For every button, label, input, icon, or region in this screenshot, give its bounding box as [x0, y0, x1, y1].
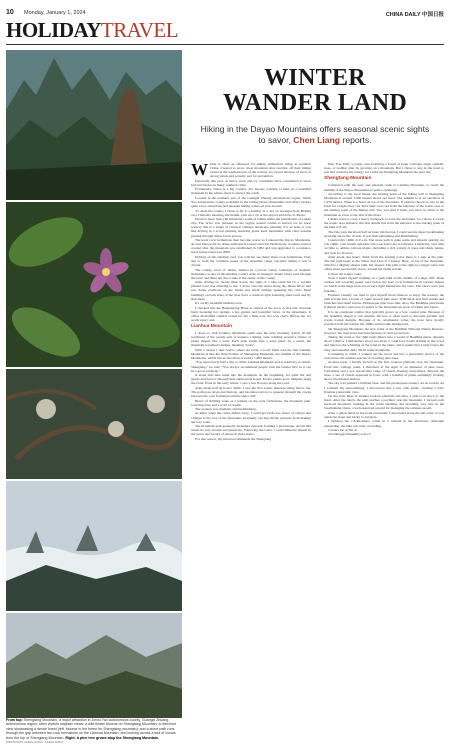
body-paragraph: Located in the northern part of the Guangxi Zhuang autonomous region, Jinxiu Yao autonomous county is hidden in the rolling Dayao Mountains and offers visitors quite a few attractions and pleasant hiking routes all year around.	[191, 195, 311, 209]
article-subtitle	[198, 124, 432, 146]
article-body	[191, 162, 444, 724]
mountain-forest-photo	[6, 613, 182, 718]
karst-peaks-photo	[6, 50, 182, 200]
column-2-paragraphs	[324, 162, 444, 174]
section-header	[6, 20, 178, 41]
column-2-paragraphs-2	[324, 183, 444, 427]
body-paragraph: "You need barely half a day to climb Lianhua Mountain and is relatively no multi-Shengtang," he said. "You always recommend people visit the former first as it can be a good warm-up."	[191, 360, 311, 373]
publication-brand: CHINA DAILY 中国日报	[385, 12, 444, 18]
page-number: 10	[6, 9, 14, 16]
body-paragraph: Hours of thrilling route as I walked on the rock formations, the mountain path, towering trees and a scarf of clouds.	[191, 398, 311, 407]
lead-text: inter is often an offseason for hiking enthusiasts living in southern China. Created to snow, most mountain sites become off their hiking routes in the southern part of the country are closed because of snow or strong winds and security and for prevention.	[210, 162, 311, 179]
body-paragraph: It is an evergreen conifer that typically grows as a low, coastal pine. Because of the beautiful shapes it can assume, the tree is often used to decorate gardens and create bonsai designs. Because of its ornamental value, the trees have mostly poached from the wild in the 1980s and became endangered.	[324, 309, 444, 327]
column-1-paragraphs	[191, 179, 311, 322]
header-rule	[6, 44, 444, 45]
body-paragraph: Around noon, I finally arrived at the first lookout platform atop the mountain. From this vantage point, I marveled at the sight of an immense of pine trees, bottomless and a sea spectacular, ridge of clouds floating everywhere. Beyond the trees, a sea of clouds appeared in front, with a handful of peaks seemingly floating above the mineral surface.	[324, 360, 444, 381]
body-paragraph: The ride took me about half an hour. On the bus, I could see the sheer breathtaking terracing above the clouds. It was both tantalizing and intimidating.	[324, 229, 444, 238]
contact-email[interactable]: chenliang@chinadaily.com.cn	[328, 432, 371, 437]
body-paragraph: The mountain path generally meanders upwards forming a picturesque circuit that winds its way around and pinnacles. Following the route, I could immerse myself in the peace and beauty of nature in three hours.	[191, 424, 311, 437]
lead-paragraph	[191, 162, 311, 179]
body-paragraph: The sky was painted a brilliant blue, and the picturesque scenery set us worlds. As I scanned my surroundings, I discovered that I was with peaks, creating a truly flawless panoramic view.	[324, 381, 444, 394]
body-paragraph: At times when the cloud drifted away, I could get bird's-eye views of valleys and villages at the foot of the mountain. Gradually can hop 80 the pressure from making the way route.	[191, 411, 311, 424]
photo-caption	[6, 718, 182, 740]
body-paragraph: The scenery was dramatic and breathtaking.	[195, 407, 257, 412]
body-paragraph: According to my local friend, the starting point of the hiking trail to Shengtang Mountain is around 1,500 meters above sea level. The summit is at an elevation of 1,979 meters. There is a hotel on top of the mountain. If visitors choose to stay in the hotel for a night, they can drive their own cars from the entrance of the scenic area to the starting point of the hiking trail. Yes, you read it right, you have no drink to the mountain as close to the end of the hotel.	[324, 191, 444, 217]
body-paragraph: Continuing to climb, I walked out the wood and into a panoramic terrace of the rock stone and another species of towering pine trees.	[324, 351, 444, 361]
section-name: HOLIDAY	[6, 18, 101, 42]
body-paragraph: I started my climb at 9 a.m. The stone path is quite some and smooth quickly. As you climb, your breath quickens and your heart rate accelerates. I made my own time on time to admire various plants, including a rich variety of trees and shade plants, and look for flowers.	[324, 238, 444, 255]
body-paragraph: After about one hour's climb from the starting point, there is a sign at the path. The left path leads to the Venus Sun Line of Clouds). Here, on top of the mountain, which is a slightly shorter path, but steeper. The path to the right is a longer route, but offers more spectacular views, around the rising terrain.	[324, 254, 444, 272]
body-paragraph: After about half an hour's climb, I saw the first scenic pinnacle rising before me. The path goes down and then up, and becomes narrow to squeeze through the cracks between the rock formation and the sheer cliff.	[191, 385, 311, 399]
body-paragraph: I didn't want to carry a heavy backpack to scale the mountain. So I drove to reach the scenic area entrance, the first shuttle bus from the entrance to the starting point of the hike at 8 am.	[324, 216, 444, 230]
body-paragraph: The county town of Jinxiu, nestled in a broad valley, landslope of majestic mountains, is one of the smallest county seats in Guangxi. Route Street runs through the town and there are also a lake at the center of the county.	[191, 267, 311, 280]
body-paragraph: On Shengtang Mountain, the now some of the Buddhist National Nature Reserve, however, the trees have survived because of strict protection.	[324, 326, 444, 335]
wild-flower-photo	[6, 202, 182, 367]
body-paragraph: Jinxiu is more than 160 kilometers south of Guilin under the jurisdiction of Laibin city. The drive was pleasant as the region around Guilin is known for its karst scenery that is a staple of classical Chinese landscape painting. For an hour, it was like driving in a scroll painting featuring green karst mountains with clear streams passing through dense forest groves.	[191, 217, 311, 238]
body-paragraph: I finished the 1.6-kilometer round in a relaxed in the afternoon. Although exhausting, the hike was truly rewarding.	[324, 419, 444, 428]
body-paragraph: Compared with the easy and pleasant walk to Lianhua Mountain, to reach the summit of the Dayao Mountains is quite a challenge.	[324, 183, 444, 192]
subtitle-text: Hiking in the Dayao Mountains offers seasonal scenic sights to savor,	[200, 124, 430, 145]
body-paragraph: I checked into the Banpanyang Hotel at central of the town. A five-star riverside hotel featuring hot springs, a hot garden and beautiful views of the mountains. It offers diversified cultural events for me a little over two-way chat's. Before me, it's worth every cent.	[191, 305, 311, 322]
subhead-lianhua: Lianhua Mountain	[191, 324, 233, 330]
body-paragraph: Pine Tree Path, a scenic area featuring a forest of huge Carbajpa argan cephalic trees, or Gabhar after th, growing on a mountain. But I chose to stay in the hotel to rest and conserve my energy for a hike up Shengtang Mountain the next day.	[324, 162, 444, 175]
body-paragraph: I chose the longer route.	[328, 271, 362, 276]
body-paragraph: It's a truly beautiful hillside town.	[195, 301, 243, 306]
photo-column	[6, 50, 182, 718]
title-line-2: WANDER LAND	[223, 90, 407, 116]
body-paragraph: To reach the county, I chose to fly to a holiday in a city on Guangxi from Beijing on a Thursday morning last month, pick up a car at the airport and drive to Jinxiu.	[191, 208, 311, 217]
issue-date: Monday, January 1, 2024	[24, 10, 86, 16]
body-paragraph: For that reason, my friend recommends the Shengtang	[195, 436, 272, 441]
body-paragraph: Soon I found myself walking on a path built in the middle of a huge cliff. Deep ravines and towering peaks were below my feet; rock formations in various shapes on which some huge trees stood were right behind me my view. The views were just fantastic.	[324, 276, 444, 293]
body-paragraph: With a sunset I met twelve others six level, a local Yinxi told me that Lianhua Mountain is like the little brother of Shengtang Mountain, the summit of the Dayao Mountains, which has an elevation of nearly 1,900 meters.	[191, 347, 311, 361]
caption-right: Right: A pine tree grows atop the Shengtang Mountain.	[65, 735, 160, 740]
body-paragraph: Freshest visually out tried to give myself more chances to enjoy the scenery, the path led me into a forest of some special pine trees. With thick and firm trunks and branches and small leaves. Picturesque pine trees like. Also, the Buddhist pine made it almost perfect, pine tree, is native to the mountainous areas of China and Japan.	[324, 293, 444, 310]
writer-contact	[324, 428, 444, 436]
body-column-1	[191, 162, 311, 724]
caption-text: Shengtang Mountain, a major attraction in Jinxiu Yao autonomous county, Guangxi Zhuang autonomous region; often visitors majestic views; a wild flower blooms on Shengtang Mountain; a riverfront view showcasing a dense forest (left, blooms in the forest for Shengtang mountain); and a stone path runs through the gap between two rock formations on the Lianhua Mountain; and looking across a sea of clouds from the top of Shengtang Mountain.	[6, 718, 176, 740]
body-paragraph: Taking the route to the right leads hikers into a world of Buddhist pines. Already about 1,900 or 1,900 meters above sea level, I could feel clouds drifting in the wood and listen to the whistling of the wind in the pines, and it seems that I truly forgot the busy and stressful daily life in some mountains.	[324, 335, 444, 352]
body-paragraph: The karst rock formations then become scarce as I entered the Dayao Mountains, an area known for its dense subtropical forests and rich biodiversity. A nature reserve created after the mountain was established in 1982 and was upgraded to a national-level nature reserve in 2000.	[191, 238, 311, 255]
body-paragraph: Driving on the winding road, you will not see many sheer rock formations. They rise to form the countless peaks of the mountain range cascaded within a veil of clouds.	[191, 254, 311, 268]
article-title	[186, 66, 444, 116]
sea-of-clouds-photo	[6, 481, 182, 611]
pine-branches-photo	[6, 369, 182, 479]
subhead-shengtang: Shengtang Mountain	[324, 176, 372, 182]
byline-suffix: reports.	[342, 135, 372, 145]
title-line-1: WINTER	[264, 65, 366, 91]
column-1-paragraphs-2	[191, 331, 311, 441]
section-subname: TRAVEL	[100, 18, 179, 42]
body-paragraph: After driving for nearly three hours, the sight of a lake encircled by a verdant pleated road was amazing to me. I drove onto the street along the Jinxiu River and saw dense pavilions on the banks and small bridges spanning the river. Most buildings on both sides of the river have a classical style featuring tiled roofs and fly structures.	[191, 280, 311, 301]
body-paragraph: Up the trail, there is another lookout platform and then, a side road down to the hotel. After the lunch, the path reaches a pavilion atop the mountain. I viewed each previous mountain, basking in the warm sunshine and breathing very new in the breathtaking vistas, a well-deserved reward for managing the arduous ascent.	[324, 394, 444, 411]
contact-label: Contact the writer at	[328, 427, 358, 432]
body-column-2	[324, 162, 444, 724]
body-paragraph: A stone slab lane leads into the mountain. At the beginning, it's quite flat and gentle and narrow through lush subtropical forest. Exotic plants grow rampant along the route. Even in the early winter, I saw a few flowers along the road.	[191, 373, 311, 386]
body-paragraph: After a quick lunch in the hotel restaurant, I descended along the left route. It was quick but steep and tricky to navigate.	[324, 410, 444, 419]
caption-lead: From top:	[6, 718, 23, 722]
photo-credit: PHOTOS BY CHEN LIANG / CHINA DAILY	[6, 740, 64, 744]
drop-cap: W	[191, 162, 208, 179]
body-paragraph: I chose to visit Lianhua Mountain south area the next morning. About 10 km southwest of the county seat, it features a hiking route winding around a cluster of peaks shaped like a lotus. Each peak stands like a lotus petal. As a result, the mountain is named Lianhua, meaning "lotus".	[191, 331, 311, 348]
body-paragraph: Fortunately, China is a big country. For anyone wanting to hike on a beautiful mountain in the winter, there is always the south.	[191, 187, 311, 196]
body-paragraph: Especially this year, as heavy snow and icy conditions have contributed to snow fall and freezes in many southern cities.	[191, 178, 311, 187]
byline: Chen Liang	[293, 135, 341, 145]
